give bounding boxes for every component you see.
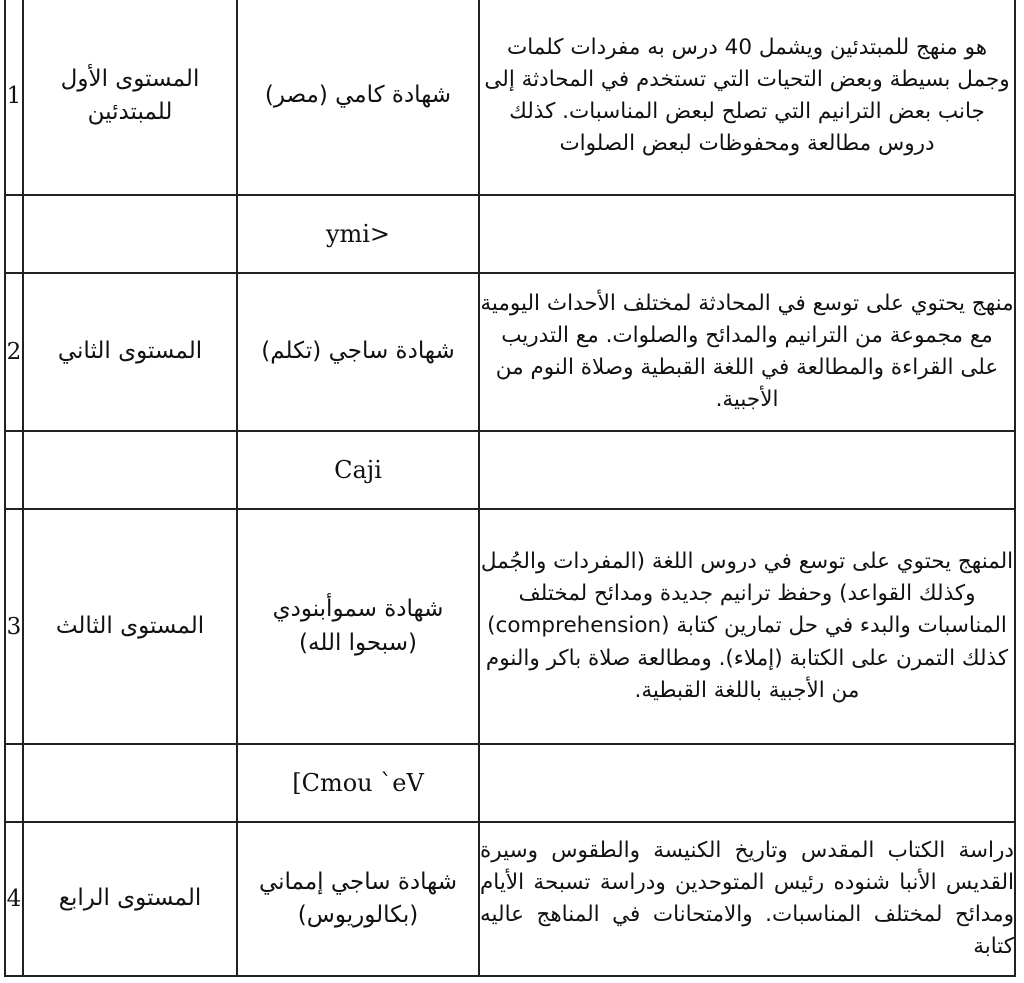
empty-cell xyxy=(479,744,1015,822)
level-number: 3 xyxy=(5,509,23,744)
empty-cell xyxy=(5,431,23,509)
table-row xyxy=(5,744,1015,822)
table-row xyxy=(5,431,1015,509)
table-row xyxy=(5,822,1015,976)
empty-cell xyxy=(5,744,23,822)
level-name: المستوى الرابع xyxy=(23,822,237,976)
level-number: 1 xyxy=(5,0,23,195)
level-number: 2 xyxy=(5,273,23,431)
table-row xyxy=(5,273,1015,431)
level-description: منهج يحتوي على توسع في المحادثة لمختلف الأحداث اليومية مع مجموعة من الترانيم والمدائح والصلوات. مع التدريب على القراءة والمطالعة في اللغة القبطية وصلاة النوم من الأجبية. xyxy=(479,273,1015,431)
level-description: المنهج يحتوي على توسع في دروس اللغة (المفردات والجُمل وكذلك القواعد) وحفظ ترانيم جديدة ومدائح لمختلف المناسبات والبدء في حل تمارين كتابة (comprehension) كذلك التمرن على الكتابة (إملاء). ومطالعة صلاة باكر والنوم من الأجبية باللغة القبطية. xyxy=(479,509,1015,744)
level-number: 4 xyxy=(5,822,23,976)
empty-cell xyxy=(479,195,1015,273)
certificate-name: شهادة كامي (مصر) xyxy=(237,0,479,195)
coptic-certificate-name: ymi> xyxy=(237,195,479,273)
empty-cell xyxy=(479,431,1015,509)
coptic-certificate-name: [Cmou `eV xyxy=(237,744,479,822)
level-name: المستوى الثالث xyxy=(23,509,237,744)
curriculum-table xyxy=(4,0,1016,977)
level-name: المستوى الأول للمبتدئين xyxy=(23,0,237,195)
empty-cell xyxy=(5,195,23,273)
empty-cell xyxy=(23,744,237,822)
certificate-name: شهادة ساجي (تكلم) xyxy=(237,273,479,431)
empty-cell xyxy=(23,431,237,509)
level-name: المستوى الثاني xyxy=(23,273,237,431)
table-row xyxy=(5,0,1015,195)
empty-cell xyxy=(23,195,237,273)
coptic-certificate-name: Caji xyxy=(237,431,479,509)
certificate-name: شهادة ساجي إمماني (بكالوريوس) xyxy=(237,822,479,976)
level-description: هو منهج للمبتدئين ويشمل 40 درس به مفردات كلمات وجمل بسيطة وبعض التحيات التي تستخدم في المحادثة إلى جانب بعض الترانيم التي تصلح لبعض المناسبات. كذلك دروس مطالعة ومحفوظات لبعض الصلوات xyxy=(479,0,1015,195)
level-description: دراسة الكتاب المقدس وتاريخ الكنيسة والطقوس وسيرة القديس الأنبا شنوده رئيس المتوحدين ودراسة تسبحة الأيام ومدائح لمختلف المناسبات. والامتحانات في المناهج عاليه كتابة xyxy=(479,822,1015,976)
table-row xyxy=(5,509,1015,744)
certificate-name: شهادة سموأبنودي (سبحوا الله) xyxy=(237,509,479,744)
table-row xyxy=(5,195,1015,273)
